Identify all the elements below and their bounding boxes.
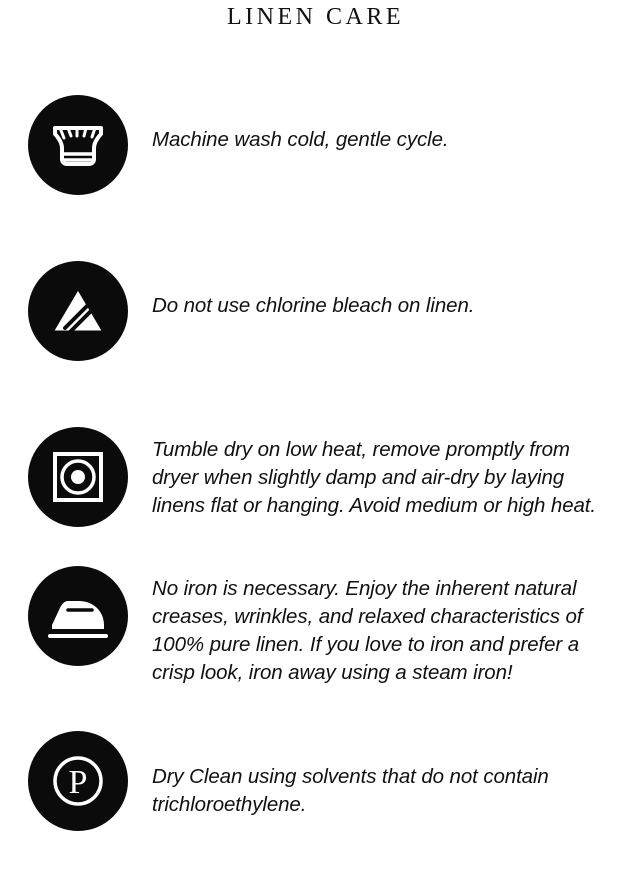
instruction-text: Tumble dry on low heat, remove promptly from dryer when slightly damp and air-dry by laying linens flat or hanging. Avoid medium or high heat. [152, 438, 596, 517]
list-item [0, 731, 631, 831]
icon-cell [0, 566, 152, 666]
icon-cell [0, 427, 152, 527]
instruction-text: Dry Clean using solvents that do not contain trichloroethylene. [152, 765, 549, 816]
care-instruction-list [0, 95, 631, 831]
instruction-text: No iron is necessary. Enjoy the inherent natural creases, wrinkles, and relaxed characteristics of 100% pure linen. If you love to iron and prefer a crisp look, iron away using a steam iron! [152, 577, 583, 684]
iron-icon [28, 566, 128, 666]
tumble-dry-icon [28, 427, 128, 527]
svg-text:P: P [68, 764, 88, 801]
page-title: LINEN CARE [227, 4, 404, 30]
list-item [0, 566, 631, 687]
instruction-text: Machine wash cold, gentle cycle. [152, 128, 449, 151]
icon-cell [0, 731, 152, 831]
instruction-text: Do not use chlorine bleach on linen. [152, 294, 475, 317]
do-not-bleach-triangle-icon [28, 261, 128, 361]
list-item [0, 261, 631, 361]
icon-cell [0, 261, 152, 361]
list-item [0, 427, 631, 527]
icon-cell [0, 95, 152, 195]
list-item [0, 95, 631, 195]
wash-tub-icon [28, 95, 128, 195]
dry-clean-p-circle-icon [28, 731, 128, 831]
